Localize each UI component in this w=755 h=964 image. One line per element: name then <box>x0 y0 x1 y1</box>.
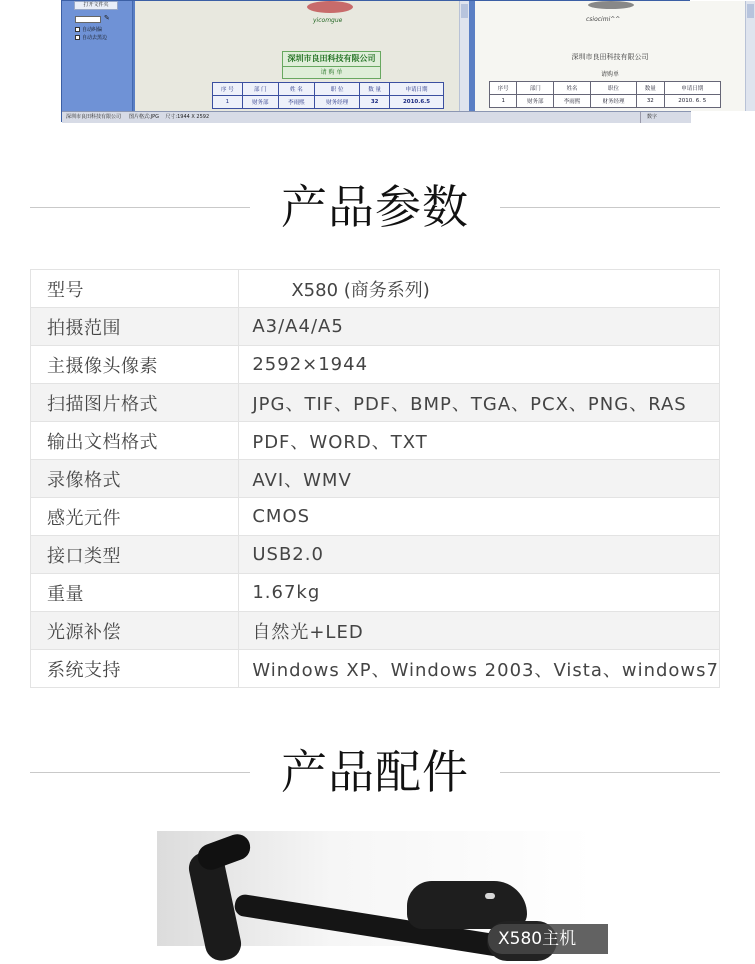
brand-logo <box>485 893 495 899</box>
status-size: 尺寸:1944 X 2592 <box>165 114 210 120</box>
table-header-row <box>490 82 721 95</box>
table-header: 职 位 <box>314 83 359 96</box>
param-value: PDF、WORD、TXT <box>239 422 720 460</box>
original-image-pane <box>135 1 459 111</box>
lips-stamp <box>588 1 634 9</box>
company-name: 深圳市良田科技有限公司 <box>287 54 376 63</box>
heading-divider <box>500 772 720 773</box>
status-format: 图片格式:JPG <box>128 114 160 120</box>
auto-remove-border-checkbox[interactable] <box>75 35 125 41</box>
heading-divider <box>30 772 250 773</box>
pen-icon[interactable]: ✎ <box>104 14 110 22</box>
table-cell: 财务部 <box>517 95 554 108</box>
param-key: 光源补偿 <box>31 612 239 650</box>
table-header: 姓 名 <box>278 83 314 96</box>
table-cell: 1 <box>213 96 243 109</box>
param-row-weight <box>31 574 720 612</box>
param-row-os <box>31 650 720 688</box>
table-header: 职位 <box>590 82 636 95</box>
param-key: 接口类型 <box>31 536 239 574</box>
param-key: 型号 <box>31 270 239 308</box>
table-cell: 2010.6.5 <box>390 96 444 109</box>
checkbox-box[interactable] <box>75 27 80 32</box>
scanner-sidebar <box>62 1 133 111</box>
param-key: 拍摄范围 <box>31 308 239 346</box>
param-key: 扫描图片格式 <box>31 384 239 422</box>
param-value: USB2.0 <box>239 536 720 574</box>
status-mode: 数字 <box>640 112 663 123</box>
param-row-interface <box>31 536 720 574</box>
product-badge: X580主机 <box>488 924 608 954</box>
left-pane-scrollbar[interactable] <box>459 1 469 111</box>
heading-divider <box>30 207 250 208</box>
form-title: 请购单 <box>600 71 619 78</box>
param-row-range <box>31 308 720 346</box>
param-value: AVI、WMV <box>239 460 720 498</box>
open-folder-button[interactable]: 打开文件夹 <box>74 1 118 10</box>
purchase-table <box>489 81 721 108</box>
table-row <box>213 96 444 109</box>
table-header: 序 号 <box>213 83 243 96</box>
auto-deskew-label: 自动纠偏 <box>82 27 103 33</box>
color-select[interactable] <box>75 16 101 23</box>
table-cell: 李雨熙 <box>554 95 591 108</box>
param-value: A3/A4/A5 <box>239 308 720 346</box>
param-row-video-formats <box>31 460 720 498</box>
param-key: 输出文档格式 <box>31 422 239 460</box>
table-cell: 32 <box>637 95 664 108</box>
software-screenshot <box>61 0 707 122</box>
param-key: 系统支持 <box>31 650 239 688</box>
params-heading <box>0 178 750 238</box>
param-key: 感光元件 <box>31 498 239 536</box>
param-value: 自然光+LED <box>239 612 720 650</box>
status-company: 深圳市良田科技有限公司 <box>66 114 122 120</box>
status-bar <box>62 111 691 123</box>
table-cell: 32 <box>360 96 390 109</box>
signature: csiocimi^^ <box>586 16 621 23</box>
scrollbar-thumb[interactable] <box>747 4 754 18</box>
company-name: 深圳市良田科技有限公司 <box>571 53 649 61</box>
purchase-table <box>212 82 444 109</box>
param-value: CMOS <box>239 498 720 536</box>
company-box <box>282 51 381 79</box>
param-row-pixels <box>31 346 720 384</box>
table-cell: 财务经理 <box>314 96 359 109</box>
accessories-heading <box>0 743 750 803</box>
scrollbar-thumb[interactable] <box>461 4 468 18</box>
param-key: 重量 <box>31 574 239 612</box>
param-value: JPG、TIF、PDF、BMP、TGA、PCX、PNG、RAS <box>239 384 720 422</box>
table-header: 部 门 <box>242 83 278 96</box>
param-row-scan-formats <box>31 384 720 422</box>
table-cell: 财务部 <box>242 96 278 109</box>
signature: yicomgue <box>313 17 343 24</box>
table-header: 数量 <box>637 82 664 95</box>
params-table <box>30 269 720 688</box>
param-value: 2592×1944 <box>239 346 720 384</box>
table-header: 序号 <box>490 82 517 95</box>
auto-deskew-checkbox[interactable] <box>75 27 125 33</box>
param-key: 录像格式 <box>31 460 239 498</box>
table-header-row <box>213 83 444 96</box>
form-title: 请 购 单 <box>283 66 380 79</box>
param-row-model <box>31 270 720 308</box>
param-value: 1.67kg <box>239 574 720 612</box>
table-cell: 财务经理 <box>590 95 636 108</box>
table-header: 姓名 <box>554 82 591 95</box>
auto-remove-border-label: 自动去黑边 <box>82 35 108 41</box>
table-header: 申请日期 <box>390 83 444 96</box>
table-header: 申请日期 <box>664 82 721 95</box>
accessories-title: 产品配件 <box>281 745 469 799</box>
checkbox-box[interactable] <box>75 35 80 40</box>
lips-stamp <box>307 1 353 13</box>
param-value: X580 (商务系列) <box>239 270 720 308</box>
heading-divider <box>500 207 720 208</box>
param-row-light <box>31 612 720 650</box>
processed-image-pane <box>475 1 745 111</box>
right-pane-scrollbar[interactable] <box>745 1 755 111</box>
param-row-sensor <box>31 498 720 536</box>
param-key: 主摄像头像素 <box>31 346 239 384</box>
table-cell: 李雨熙 <box>278 96 314 109</box>
param-row-output-formats <box>31 422 720 460</box>
table-cell: 1 <box>490 95 517 108</box>
table-cell: 2010. 6. 5 <box>664 95 721 108</box>
table-header: 部门 <box>517 82 554 95</box>
table-row <box>490 95 721 108</box>
param-value: Windows XP、Windows 2003、Vista、windows7 <box>239 650 720 688</box>
table-header: 数 量 <box>360 83 390 96</box>
params-title: 产品参数 <box>281 180 469 234</box>
